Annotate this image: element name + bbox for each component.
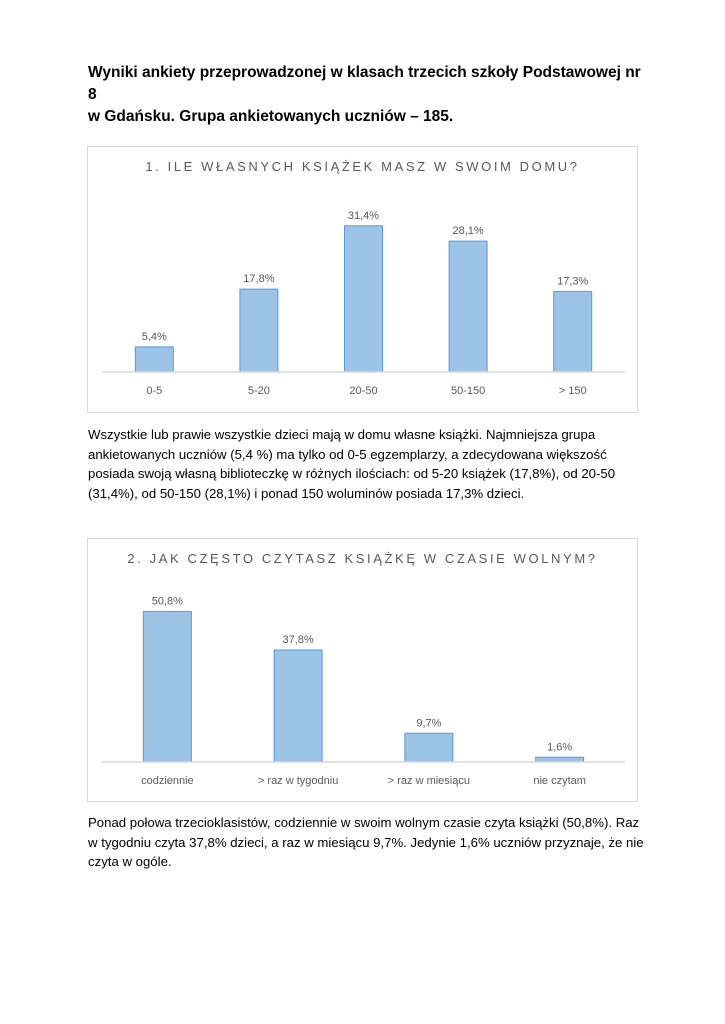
chart-2-data-label-4: 1,6% <box>547 741 573 754</box>
chart-2-bar-2 <box>274 650 322 762</box>
chart-1-category-label-3: 20-50 <box>349 385 378 397</box>
chart-1-data-label-5: 17,3% <box>557 275 589 288</box>
chart-2-category-label-4: nie czytam <box>533 775 586 787</box>
chart-2-data-label-1: 50,8% <box>151 595 183 608</box>
chart-2-data-label-2: 37,8% <box>282 633 314 646</box>
chart-1-bar-1 <box>135 347 173 372</box>
chart-1-data-label-4: 28,1% <box>452 225 484 238</box>
document-heading <box>88 62 648 128</box>
chart-1-data-label-2: 17,8% <box>243 273 275 286</box>
heading-line-2: w Gdańsku. Grupa ankietowanych uczniów – 185. <box>88 108 454 125</box>
chart-2-reading-frequency <box>87 538 638 802</box>
chart-2-category-label-1: codziennie <box>141 775 194 787</box>
chart-2-category-label-2: > raz w tygodniu <box>257 775 339 787</box>
chart-1-book-count <box>87 146 638 413</box>
chart-1-data-label-3: 31,4% <box>347 209 380 222</box>
paragraph-1: Wszystkie lub prawie wszystkie dzieci mają w domu własne książki. Najmniejsza grupa ankietowanych uczniów (5,4 %) ma tylko od 0-5 egzemplarzy, a zdecydowana większość posiada swoją własną biblioteczkę w różnych ilościach: od 5-20 książek (17,8%), od 20-50 (31,4%), od 50-150 (28,1%) i ponad 150 woluminów posiada 17,3% dzieci. <box>88 427 616 501</box>
chart-1-category-label-5: > 150 <box>558 385 587 397</box>
chart-1-bar-5 <box>554 291 592 372</box>
chart-1-category-label-4: 50-150 <box>450 385 486 397</box>
chart-2-plot <box>88 539 637 801</box>
chart-1-bar-3 <box>345 226 383 372</box>
chart-1-bar-2 <box>240 289 278 372</box>
chart-2-category-label-3: > raz w miesiącu <box>387 775 470 787</box>
chart-2-title: 2. JAK CZĘSTO CZYTASZ KSIĄŻKĘ W CZASIE WOLNYM? <box>127 551 598 566</box>
chart-1-title: 1. ILE WŁASNYCH KSIĄŻEK MASZ W SWOIM DOMU? <box>145 159 580 174</box>
chart-1-plot <box>88 147 637 412</box>
chart-1-category-label-1: 0-5 <box>146 385 163 397</box>
chart-1-bar-4 <box>449 241 487 372</box>
chart-2-data-label-3: 9,7% <box>416 717 442 730</box>
heading-line-1: Wyniki ankiety przeprowadzonej w klasach trzecich szkoły Podstawowej nr 8 <box>88 64 641 103</box>
chart-2-bar-3 <box>405 733 453 762</box>
chart-1-category-label-2: 5-20 <box>247 385 270 397</box>
paragraph-2: Ponad połowa trzecioklasistów, codziennie w swoim wolnym czasie czyta książki (50,8%). Raz w tygodniu czyta 37,8% dzieci, a raz w miesiącu 9,7%. Jedynie 1,6% uczniów przyznaje, że nie czyta w ogóle. <box>88 815 644 869</box>
chart-2-bar-1 <box>143 611 191 762</box>
chart-1-data-label-1: 5,4% <box>141 330 167 343</box>
